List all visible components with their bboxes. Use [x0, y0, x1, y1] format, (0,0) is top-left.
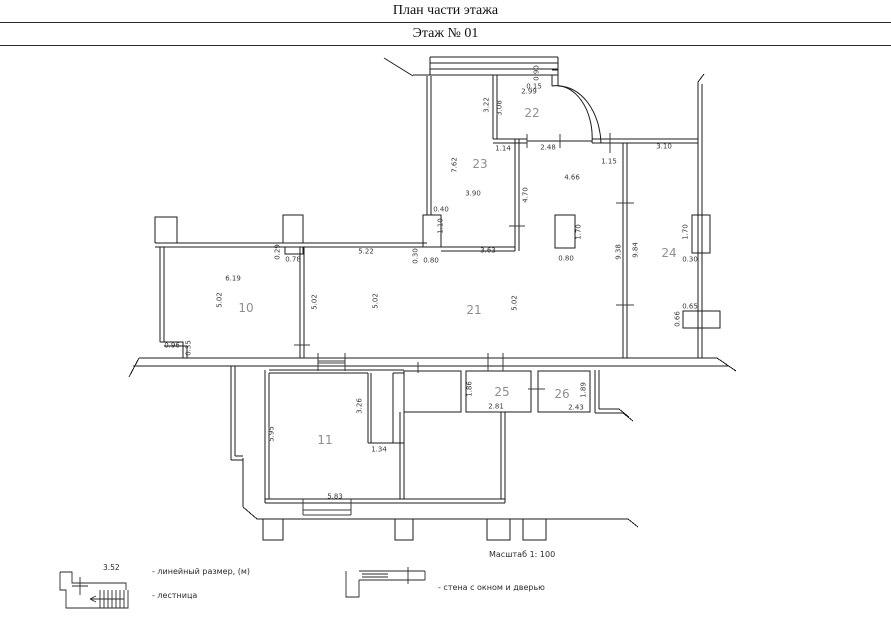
dim-label-9.84: 9.84 — [631, 242, 640, 258]
dim-label-0.35: 0.35 — [184, 340, 193, 356]
curved-wall-inner — [552, 86, 592, 143]
legend-linear-dimension-label: - линейный размер, (м) — [152, 567, 251, 576]
room-11-closet — [368, 373, 404, 443]
room-22-left-wall — [493, 75, 497, 139]
dim-label-0.40: 0.40 — [433, 205, 449, 214]
legend-wall-window-label: - стена с окном и дверью — [438, 583, 545, 592]
room-number-25: 25 — [494, 385, 510, 399]
room-11-walls — [265, 370, 404, 503]
dim-label-4.70: 4.70 — [521, 187, 530, 203]
dim-label-5.02: 5.02 — [371, 293, 380, 309]
dim-label-1.14: 1.14 — [495, 144, 511, 153]
dim-label-3.10: 3.10 — [656, 142, 672, 151]
dim-label-1.34: 1.34 — [371, 445, 387, 454]
window-room-11 — [303, 499, 351, 515]
dim-label-0.65: 0.65 — [682, 302, 698, 311]
dim-label-3.08: 3.08 — [495, 100, 504, 116]
room-10-21-divider — [300, 247, 304, 358]
balcony-band — [413, 57, 558, 75]
door-tick-room-24 — [616, 203, 634, 305]
room-25-box — [466, 371, 531, 412]
dim-label-1.70: 1.70 — [574, 224, 583, 240]
dim-label-0.66: 0.66 — [673, 311, 682, 327]
pier-1 — [155, 217, 177, 243]
dim-label-3.26: 3.26 — [355, 398, 364, 414]
room-24-left-wall — [623, 143, 627, 358]
dim-label-2.81: 2.81 — [488, 402, 504, 411]
room-number-21: 21 — [466, 303, 482, 317]
dim-label-5.22: 5.22 — [358, 247, 374, 256]
dim-label-2.43: 2.43 — [568, 403, 584, 412]
dim-label-0.30: 0.30 — [411, 248, 420, 264]
dim-label-5.02: 5.02 — [310, 294, 319, 310]
walls-group — [129, 57, 736, 540]
right-l-wall — [595, 370, 633, 421]
room-22-bottom-wall — [493, 139, 592, 143]
dim-label-3.90: 3.90 — [465, 189, 481, 198]
room-number-10: 10 — [238, 301, 254, 315]
dim-label-6.19: 6.19 — [225, 274, 241, 283]
top-wall-left-block — [155, 243, 427, 247]
dim-label-5.02: 5.02 — [215, 292, 224, 308]
scale-note: Масштаб 1: 100 — [489, 550, 556, 559]
legend-stairs-label: - лестница — [152, 591, 198, 600]
room-24-pilaster-upper — [692, 215, 710, 253]
dim-label-0.78: 0.78 — [285, 255, 301, 264]
wall-ticks-bottom — [418, 353, 503, 373]
dim-label-1.86: 1.86 — [465, 381, 474, 397]
dim-label-4.66: 4.66 — [564, 173, 580, 182]
room-23-bottom-wall — [441, 247, 515, 251]
dim-label-5.95: 5.95 — [267, 426, 276, 442]
room-23-right-wall — [515, 139, 519, 251]
dim-label-0.29: 0.29 — [273, 244, 282, 260]
south-pilasters — [263, 519, 546, 540]
dim-label-1.70: 1.70 — [681, 224, 690, 240]
room-22-notch — [552, 70, 558, 86]
main-bottom-wall — [129, 358, 736, 377]
room-23-left-wall — [427, 76, 431, 215]
dim-label-1.10: 1.10 — [436, 218, 445, 234]
room-23-pier — [423, 215, 441, 247]
room-11-bottom-wall — [265, 412, 505, 503]
dim-label-0.80: 0.80 — [558, 254, 574, 263]
dim-label-9.38: 9.38 — [614, 244, 623, 260]
balcony-break-line — [384, 58, 413, 76]
dim-label-5.02: 5.02 — [510, 295, 519, 311]
room-11-right-wall — [400, 412, 404, 499]
room-10-left-wall — [160, 247, 187, 358]
room-number-23: 23 — [472, 157, 488, 171]
room-number-24: 24 — [661, 246, 677, 260]
dim-label-1.15: 1.15 — [601, 157, 617, 166]
box-a — [404, 371, 461, 412]
floor-subtitle: Этаж № 01 — [412, 26, 479, 41]
curved-wall-outer — [558, 86, 601, 143]
dim-label-0.30: 0.30 — [682, 255, 698, 264]
dim-label-7.62: 7.62 — [450, 157, 459, 173]
room-24-right-wall — [698, 74, 704, 358]
dim-label-0.80: 0.80 — [423, 256, 439, 265]
room-number-11: 11 — [317, 433, 333, 447]
dim-label-0.90: 0.90 — [532, 65, 541, 81]
dim-label-3.22: 3.22 — [482, 97, 491, 113]
wall-window-door-symbol — [346, 567, 425, 597]
dim-label-2.99: 2.99 — [521, 87, 537, 96]
room-number-22: 22 — [524, 106, 540, 120]
hall-column — [555, 215, 575, 248]
stairs-symbol — [60, 572, 128, 608]
room-number-26: 26 — [554, 387, 570, 401]
legend-stair-dimension: 3.52 — [103, 563, 120, 572]
plan-title: План части этажа — [392, 3, 499, 18]
dim-label-3.63: 3.63 — [480, 246, 496, 255]
dim-label-0.96: 0.96 — [164, 341, 180, 350]
dim-label-0.15: 0.15 — [526, 82, 542, 91]
details-group — [294, 133, 634, 515]
dim-label-1.89: 1.89 — [579, 382, 588, 398]
dim-label-5.83: 5.83 — [327, 492, 343, 501]
room-26-box — [538, 371, 590, 412]
dim-label-2.48: 2.48 — [540, 143, 556, 152]
room-24-top-wall — [592, 139, 698, 143]
window-room-21 — [318, 353, 345, 371]
